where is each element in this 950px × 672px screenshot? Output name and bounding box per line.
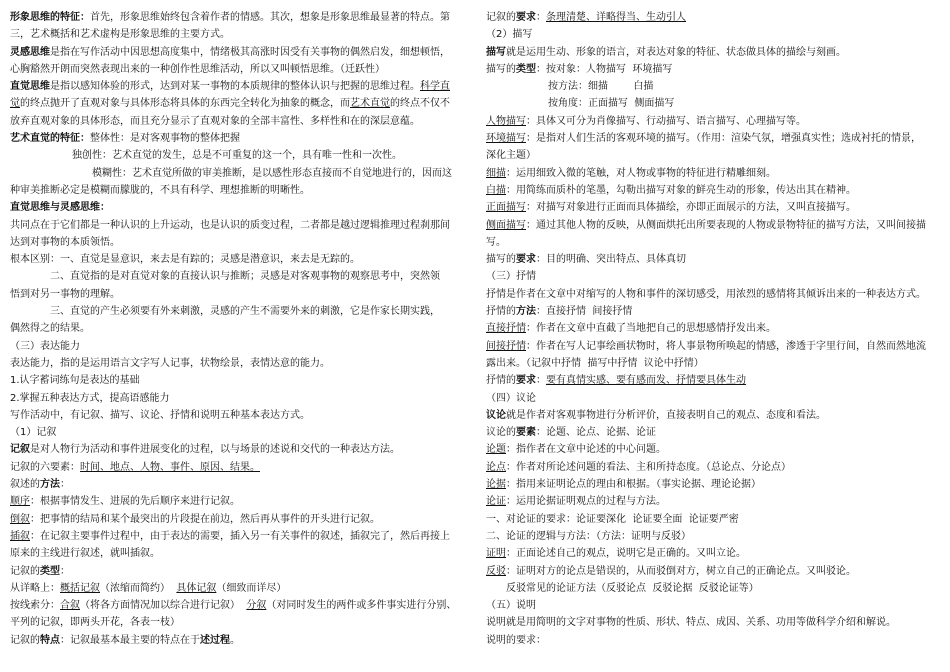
- underlined-term: 论据: [486, 479, 506, 491]
- right-column: [486, 9, 941, 649]
- text-run: 三、直觉的产生必须要有外来刺激，灵感的产生不需要外来的刺激，它是作家长期实践，: [50, 306, 440, 318]
- text-run: ：正面论述自己的观点，说明它是正确的。又叫立论。: [506, 548, 746, 560]
- text-line: [10, 9, 465, 26]
- text-run: （对同时发生的两件或多件事实进行分别、: [266, 600, 457, 612]
- text-run: 抒情的: [486, 375, 516, 387]
- text-line: [10, 441, 465, 458]
- text-line: [486, 632, 941, 649]
- text-line: [10, 390, 465, 407]
- bold-term: 记叙: [10, 444, 30, 456]
- text-run: 写作活动中，有记叙、描写、议论、抒情和说明五种基本表达方式。: [10, 409, 310, 421]
- text-line: [486, 545, 941, 562]
- text-line: [486, 441, 941, 458]
- underlined-term: 具体记叙: [176, 582, 217, 594]
- text-line: [486, 320, 941, 337]
- text-line: [486, 563, 941, 580]
- text-line: [486, 44, 941, 61]
- text-line: [10, 217, 465, 234]
- underlined-term: 间接抒情: [486, 340, 526, 352]
- text-line: [486, 95, 941, 112]
- text-line: [486, 407, 941, 424]
- text-line: [10, 355, 465, 372]
- underlined-term: 分叙: [246, 600, 267, 612]
- text-run: 共同点在于它们都是一种认识的上升运动，也是认识的质变过程，二者都是越过逻辑推理过程刹那间: [10, 219, 450, 231]
- text-run: 按方法：细描 白描: [548, 81, 654, 93]
- text-run: 反驳常见的论证方法（反驳论点 反驳论据 反驳论证等）: [506, 582, 759, 594]
- text-line: [10, 459, 465, 476]
- text-run: 是指在写作活动中因思想高度集中，情绪极其高涨时因受有关事物的偶然启发，细想顿悟，: [50, 46, 450, 58]
- underlined-term: 要有真情实感、要有感而发、抒情要具体生动: [546, 375, 746, 387]
- text-run: 放弃直观对象的具体形态，而且充分显示了直观对象的全部丰富性、多样性和在的深层意蕴。: [10, 115, 420, 127]
- text-line: [486, 614, 941, 631]
- text-line: [10, 44, 465, 61]
- bold-term: 议论: [486, 409, 506, 421]
- text-line: [10, 251, 465, 268]
- text-run: 独创性：艺术直觉的发生，总是不可重复的这一个，具有唯一性和一次性。: [72, 150, 402, 162]
- bold-term: 要素: [516, 427, 536, 439]
- text-run: 表达能力，指的是运用语言文字写人记事，状物绘景，表情达意的能力。: [10, 357, 330, 369]
- text-line: [10, 165, 465, 182]
- text-line: [486, 113, 941, 130]
- text-run: ：是指对人们生活的客观环境的描写。（作用：渲染气氛，增强真实性；选成衬托的情景，: [526, 133, 921, 145]
- text-run: ：用简练而质朴的笔墨，勾勒出描写对象的鲜亮生动的形象，传达出其在精神。: [506, 184, 856, 196]
- text-run: 首先，形象思维始终包含着作者的情感。其次，想象是形象思维最显著的特点。第: [90, 12, 450, 23]
- text-line: [10, 511, 465, 528]
- text-run: ：指用来证明论点的理由和根据。（事实论据、理论论据）: [506, 479, 761, 491]
- text-run: （三）表达能力: [10, 340, 80, 352]
- text-run: ：直接抒情 间接抒情: [536, 306, 633, 318]
- text-line: [10, 61, 465, 78]
- text-run: 说明的要求：: [486, 634, 546, 646]
- underlined-term: 插叙: [10, 530, 30, 542]
- text-run: ：记叙最基本最主要的特点在于: [60, 634, 200, 646]
- underlined-term: 论证: [486, 496, 506, 508]
- bold-term: 灵感思维: [10, 46, 50, 58]
- text-run: 一、对论证的要求：论证要深化 论证要全面 论证要严密: [486, 513, 739, 525]
- text-run: ：对描写对象进行正面而具体描绘，亦即正面展示的方法，又叫直接描写。: [526, 202, 856, 214]
- text-line: [486, 251, 941, 268]
- text-run: 从详略上：: [10, 582, 60, 594]
- text-line: [486, 493, 941, 510]
- text-run: （五）说明: [486, 600, 536, 612]
- bold-term: 形象思维的特征：: [10, 12, 90, 23]
- underlined-term: 科学直: [420, 81, 450, 93]
- text-line: [486, 303, 941, 320]
- text-run: 描写的: [486, 63, 516, 75]
- text-run: ：: [60, 479, 70, 491]
- text-run: ：作者在写人记事绘画状物时，将人事景物所唤起的情感，渗透于字里行间，自然而然地流: [526, 340, 926, 352]
- text-run: 抒情是作者在文章中对缩写的人物和事件的深切感受，用浓烈的感情将其倾诉出来的一种表达方式。: [486, 288, 926, 300]
- text-run: ：论题、论点、论据、论证: [536, 427, 656, 439]
- bold-term: 类型: [516, 63, 536, 75]
- text-run: 心胸豁然开朗而突然表现出来的一种创作性思维活动，所以又叫顿悟思维。（迁跃性）: [10, 63, 385, 75]
- text-line: [486, 26, 941, 43]
- text-line: [486, 165, 941, 182]
- underlined-term: 细描: [486, 167, 506, 179]
- underlined-term: 顺序: [10, 496, 30, 508]
- text-run: ：把事情的结局和某个最突出的片段提在前边，然后再从事件的开头进行记叙。: [30, 513, 380, 525]
- text-line: [486, 9, 941, 26]
- text-line: [486, 597, 941, 614]
- text-run: 三，艺术概括和艺术虚构是形象思维的主要方式。: [10, 29, 230, 41]
- text-run: ：根据事情发生、进展的先后顺序来进行记叙。: [30, 496, 240, 508]
- text-run: （2）描写: [486, 29, 533, 41]
- text-line: [10, 182, 465, 199]
- bold-term: 描写: [486, 46, 506, 58]
- underlined-term: 倒叙: [10, 513, 30, 525]
- text-line: [486, 147, 941, 164]
- underlined-term: 觉: [10, 98, 20, 110]
- text-line: [10, 199, 465, 216]
- bold-term: 直觉思维: [10, 81, 50, 93]
- left-column: [10, 9, 465, 649]
- text-run: 露出来。（记叙中抒情 描写中抒情 议论中抒情）: [486, 357, 704, 369]
- underlined-term: 直接抒情: [486, 323, 526, 335]
- text-line: [486, 182, 941, 199]
- text-line: [10, 78, 465, 95]
- text-line: [10, 286, 465, 303]
- text-line: [486, 372, 941, 389]
- text-line: [10, 268, 465, 285]
- text-run: 偶然得之的结果。: [10, 323, 90, 335]
- text-run: 就是运用生动、形象的语言，对表达对象的特征、状态做具体的描绘与刻画。: [506, 46, 846, 58]
- text-run: 平列的记叙，即两头开花，各表一枝）: [10, 617, 180, 629]
- text-line: [486, 528, 941, 545]
- bold-term: 直觉思维与灵感思维：: [10, 202, 110, 214]
- text-run: ：运用细致入微的笔触，对人物或事物的特征进行精雕细刻。: [506, 167, 776, 179]
- text-run: 议论的: [486, 427, 516, 439]
- text-line: [10, 407, 465, 424]
- underlined-term: 环境描写: [486, 133, 526, 145]
- text-run: ：: [536, 12, 546, 23]
- text-run: 的终点抛开了直观对象与具体形态将具体的东西完全转化为抽象的概念，而: [20, 98, 350, 110]
- bold-term: 艺术直觉的特征：: [10, 133, 90, 145]
- text-run: 就是作者对客观事物进行分析评价，直接表明自己的观点、态度和看法。: [506, 409, 826, 421]
- text-run: ：在记叙主要事件过程中，由于表达的需要，插入另一有关事件的叙述，插叙完了，然后再接上: [30, 530, 450, 542]
- bold-term: 方法: [40, 479, 60, 491]
- text-run: 记叙的: [10, 565, 40, 577]
- text-run: 的终点不仅不: [390, 98, 450, 110]
- text-line: [486, 268, 941, 285]
- text-line: [486, 390, 941, 407]
- text-line: [486, 78, 941, 95]
- text-line: [10, 424, 465, 441]
- text-line: [486, 580, 941, 597]
- text-run: 记叙的六要素：: [10, 461, 80, 473]
- underlined-term: 时间、地点、人物、事件、原因、结果。: [80, 461, 260, 473]
- text-run: 。: [230, 634, 240, 646]
- text-run: 是指以感知体验的形式，达到对某一事物的本质规律的整体认识与把握的思维过程。: [50, 81, 420, 93]
- text-line: [486, 61, 941, 78]
- bold-term: 要求: [516, 254, 536, 266]
- text-run: 叙述的: [10, 479, 40, 491]
- text-run: 按角度：正面描写 侧面描写: [548, 98, 675, 110]
- underlined-term: 白描: [486, 184, 506, 196]
- text-line: [486, 199, 941, 216]
- underlined-term: 论题: [486, 444, 506, 456]
- text-run: 模糊性：艺术直觉所做的审美推断，是以感性形态直接而不自觉地进行的，因而这: [92, 167, 452, 179]
- text-line: [10, 614, 465, 631]
- underlined-term: 侧面描写: [486, 219, 526, 231]
- text-run: 2.掌握五种表达方式，提高语感能力: [10, 392, 170, 404]
- text-line: [486, 424, 941, 441]
- text-run: 达到对事物的本质领悟。: [10, 236, 120, 248]
- text-run: 二、直觉指的是对直觉对象的直接认识与推断；灵感是对客观事物的观察思考中，突然领: [50, 271, 440, 283]
- text-line: [486, 130, 941, 147]
- text-line: [10, 113, 465, 130]
- underlined-term: 条理清楚、详略得当、生动引人: [546, 12, 686, 23]
- underlined-term: 论点: [486, 461, 506, 473]
- text-run: 二、论证的逻辑与方法：（方法：证明与反驳）: [486, 530, 691, 542]
- text-line: [486, 286, 941, 303]
- text-line: [486, 217, 941, 234]
- text-line: [10, 95, 465, 112]
- bold-term: 述过程: [200, 634, 230, 646]
- text-run: 按线索分：: [10, 600, 60, 612]
- text-line: [10, 338, 465, 355]
- bold-term: 方法: [516, 306, 536, 318]
- text-line: [10, 632, 465, 649]
- text-run: 种审美推断必定是模糊而朦胧的，不具有科学、理想推断的明晰性。: [10, 184, 310, 196]
- text-run: （细致而详尽）: [216, 582, 287, 594]
- text-line: [486, 476, 941, 493]
- text-run: 原来的主线进行叙述，就叫插叙。: [10, 548, 160, 560]
- text-run: （将各方面情况加以综合进行记叙）: [80, 600, 247, 612]
- underlined-term: 人物描写: [486, 115, 526, 127]
- text-run: 记叙的: [10, 634, 40, 646]
- text-run: 描写的: [486, 254, 516, 266]
- text-run: 1.认字蓄词练句是表达的基础: [10, 375, 140, 387]
- text-line: [10, 130, 465, 147]
- text-line: [10, 493, 465, 510]
- text-line: [486, 234, 941, 251]
- text-line: [10, 545, 465, 562]
- text-run: 悟到对另一事物的理解。: [10, 288, 120, 300]
- text-run: ：按对象：人物描写 环境描写: [536, 63, 673, 75]
- text-run: 说明就是用简明的文字对事物的性质、形状、特点、成因、关系、功用等做科学介绍和解说。: [486, 617, 896, 629]
- text-run: 根本区别：一、直觉是显意识，来去是有踪的；灵感是潜意识，来去是无踪的。: [10, 254, 360, 266]
- text-line: [10, 597, 465, 614]
- text-run: 是对人物行为活动和事件进展变化的过程，以与场景的述说和交代的一种表达方法。: [30, 444, 400, 456]
- bold-term: 要求: [516, 12, 536, 23]
- text-line: [486, 355, 941, 372]
- text-line: [486, 511, 941, 528]
- text-line: [486, 459, 941, 476]
- text-run: ：作者对所论述问题的看法、主和所持态度。（总论点、分论点）: [506, 461, 791, 473]
- text-run: ：: [60, 565, 70, 577]
- text-run: （四）议论: [486, 392, 536, 404]
- text-run: ：运用论据证明观点的过程与方法。: [506, 496, 666, 508]
- text-run: 记叙的: [486, 12, 516, 23]
- underlined-term: 艺术直觉: [350, 98, 390, 110]
- text-run: （1）记叙: [10, 427, 57, 439]
- text-run: ：目的明确、突出特点、具体真切: [536, 254, 686, 266]
- text-run: ：通过其他人物的反映，从侧面烘托出所要表现的人物或景物特征的描写方法，又叫间接描: [526, 219, 926, 231]
- text-line: [10, 528, 465, 545]
- text-run: ：: [536, 375, 546, 387]
- text-line: [10, 147, 465, 164]
- underlined-term: 概括记叙: [60, 582, 100, 594]
- text-line: [10, 26, 465, 43]
- bold-term: 特点: [40, 634, 60, 646]
- underlined-term: 合叙: [60, 600, 80, 612]
- bold-term: 类型: [40, 565, 60, 577]
- text-run: ：指作者在文章中论述的中心问题。: [506, 444, 666, 456]
- bold-term: 要求: [516, 375, 536, 387]
- text-line: [10, 372, 465, 389]
- text-line: [10, 580, 465, 597]
- text-line: [10, 303, 465, 320]
- underlined-term: 正面描写: [486, 202, 526, 214]
- underlined-term: 反驳: [486, 565, 506, 577]
- text-run: 写。: [486, 236, 506, 248]
- underlined-term: 证明: [486, 548, 506, 560]
- text-run: （浓缩而简约）: [100, 582, 177, 594]
- text-run: 抒情的: [486, 306, 516, 318]
- text-line: [10, 320, 465, 337]
- text-run: （三）抒情: [486, 271, 536, 283]
- text-line: [10, 234, 465, 251]
- text-run: 深化主题）: [486, 150, 536, 162]
- text-run: ：证明对方的论点是错误的，从而驳倒对方，树立自己的正确论点。又叫驳论。: [506, 565, 856, 577]
- text-run: ：具体又可分为肖像描写、行动描写、语言描写、心理描写等。: [526, 115, 806, 127]
- text-line: [486, 338, 941, 355]
- text-line: [10, 476, 465, 493]
- text-run: 整体性：是对客观事物的整体把握: [90, 133, 240, 145]
- text-line: [10, 563, 465, 580]
- text-run: ：作者在文章中直截了当地把自己的思想感情抒发出来。: [526, 323, 776, 335]
